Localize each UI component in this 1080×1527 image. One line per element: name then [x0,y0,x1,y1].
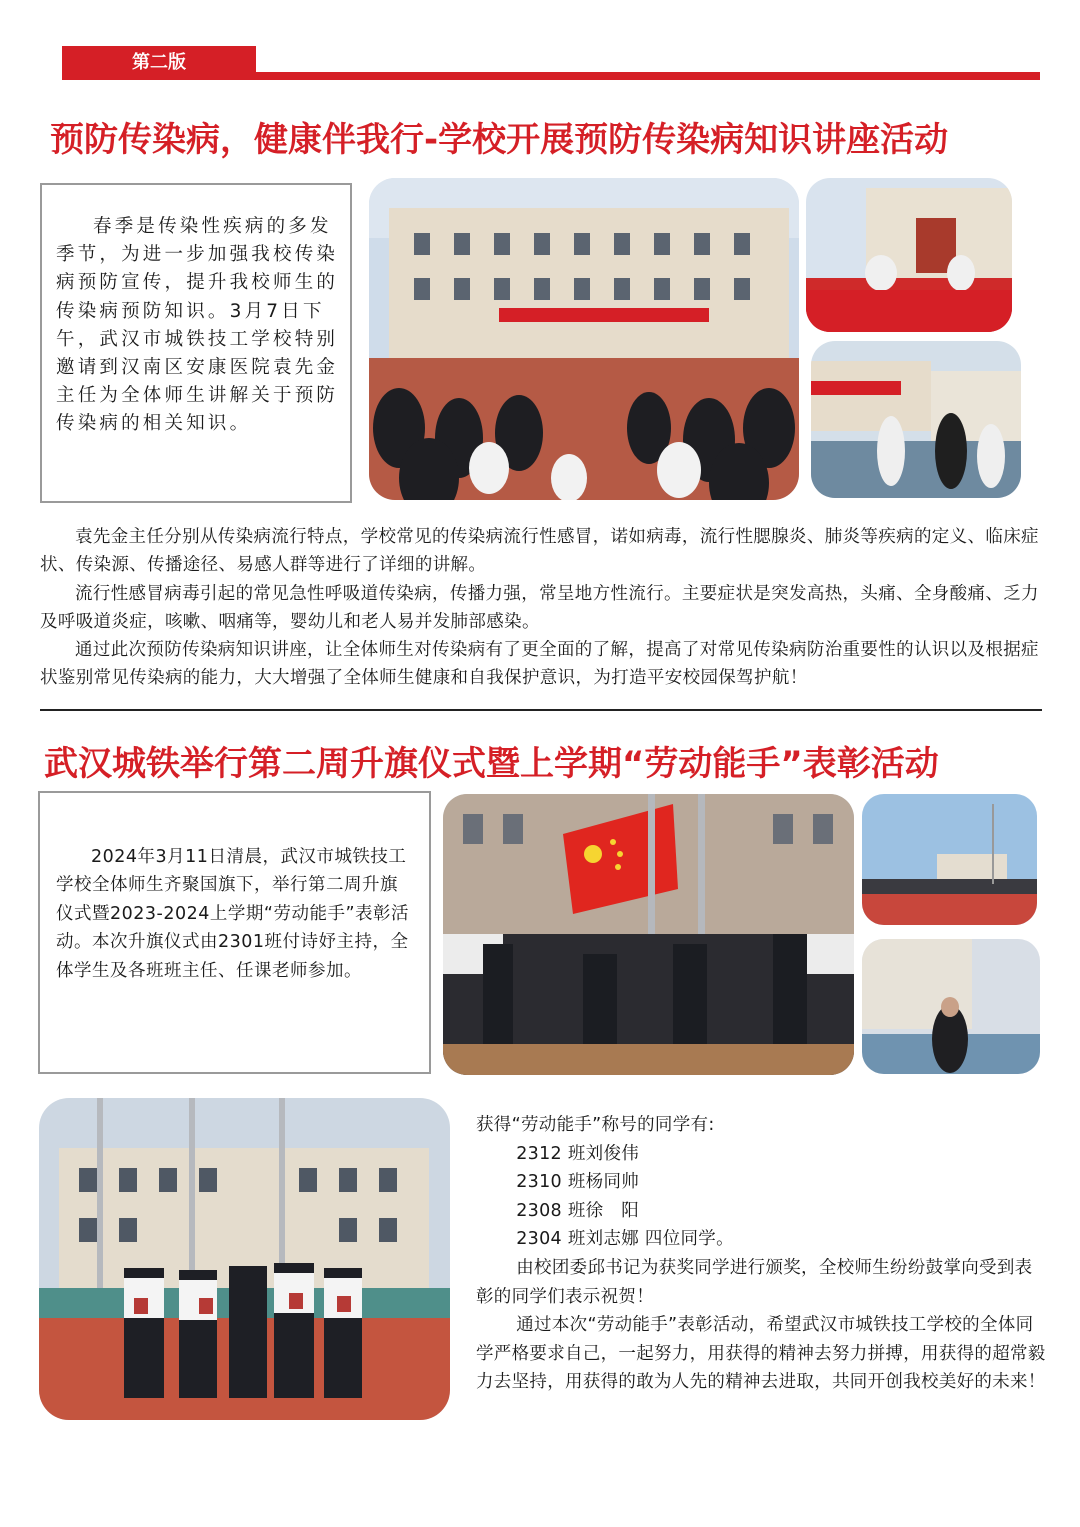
assembly-wide-photo [862,794,1037,925]
article1-paragraph: 流行性感冒病毒引起的常见急性呼吸道传染病，传播力强，常呈地方性流行。主要症状是突发高热，头痛、全身酸痛、乏力及呼吸道炎症，咳嗽、咽痛等，婴幼儿和老人易并发肺部感染。 [40,583,1039,632]
flag-raising-photo [443,794,854,1075]
article1-paragraph: 袁先金主任分别从传染病流行特点，学校常见的传染病流行性感冒，诺如病毒，流行性腮腺炎、肺炎等疾病的定义、临床症状、传染源、传播途径、易感人群等进行了详细的讲解。 [40,527,1039,576]
host-photo [862,939,1040,1074]
article1-intro-box [40,183,352,503]
awardee-item: 2308 班徐 阳 [516,1200,640,1221]
awardee-item: 2304 班刘志娜 四位同学。 [516,1229,734,1250]
lecture-speakers-photo [806,178,1012,332]
lecture-main-photo [369,178,799,500]
awardee-item: 2310 班杨同帅 [516,1172,640,1193]
article2-title: 武汉城铁举行第二周升旗仪式暨上学期“劳动能手”表彰活动 [44,744,939,784]
award-closing: 由校团委邱书记为获奖同学进行颁奖，全校师生纷纷鼓掌向受到表彰的同学们表示祝贺！ [476,1257,1033,1307]
award-closing: 通过本次“劳动能手”表彰活动，希望武汉市城铁技工学校的全体同学严格要求自己，一起努力，用获得的精神去努力拼搏，用获得的超常毅力去坚持，用获得的敢为人先的精神去进取，共同开创我校美好的未来！ [476,1315,1046,1393]
awardee-item: 2312 班刘俊伟 [516,1143,640,1164]
award-lead: 获得“劳动能手”称号的同学有: [476,1115,715,1135]
awardees-group-photo [39,1098,450,1420]
article1-paragraph: 通过此次预防传染病知识讲座，让全体师生对传染病有了更全面的了解，提高了对常见传染病防治重要性的认识以及根据症状鉴别常见传染病的能力，大大增强了全体师生健康和自我保护意识，为打造平安校园保驾护航！ [40,640,1039,689]
section-divider [40,709,1042,711]
article1-title: 预防传染病，健康伴我行-学校开展预防传染病知识讲座活动 [50,120,949,160]
edition-label: 第二版 [62,46,256,80]
article2-intro: 2024年3月11日清晨，武汉市城铁技工学校全体师生齐聚国旗下，举行第二周升旗仪式暨2023-2024上学期“劳动能手”表彰活动。本次升旗仪式由2301班付诗妤主持，全体学生及各班班主任、任课老师参加。 [56,847,410,981]
article2-intro-box [38,791,431,1074]
article1-body [40,523,1040,693]
award-section [476,1111,1046,1397]
lecture-audience-photo [811,341,1021,498]
article1-intro: 春季是传染性疾病的多发季节，为进一步加强我校传染病预防宣传，提升我校师生的传染病预防知识。3月7日下午，武汉市城铁技工学校特别邀请到汉南区安康医院袁先金主任为全体师生讲解关于预防传染病的相关知识。 [56,216,339,435]
